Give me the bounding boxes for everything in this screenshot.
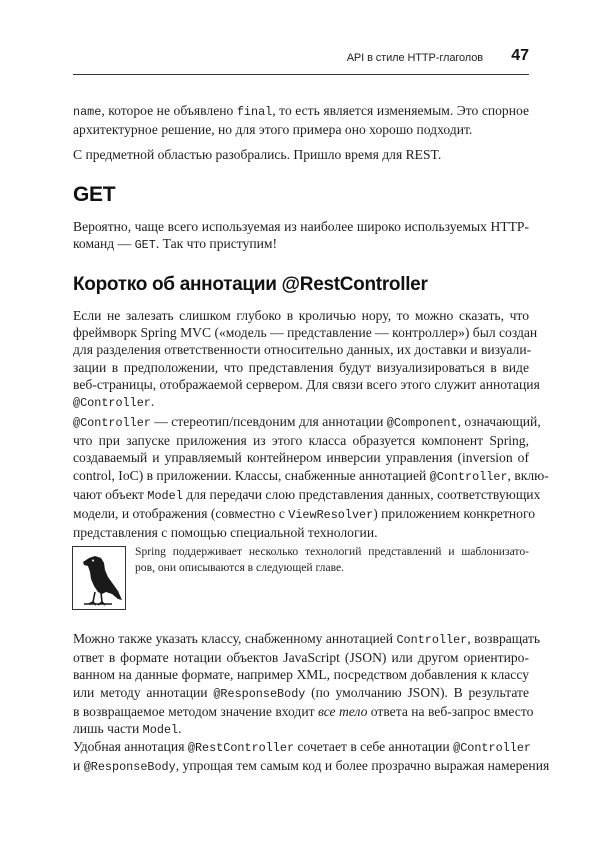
- text-fragment: , то есть является изменяемым. Это спорное: [272, 103, 529, 118]
- code-model: Model: [142, 723, 179, 738]
- text-fragment: , означающий,: [457, 414, 541, 429]
- text-line: [73, 235, 529, 254]
- text-line: архитектурное решение, но для этого примера оно хорошо подходит.: [73, 122, 473, 138]
- paragraph-controller-stereotype: [73, 413, 549, 541]
- code-controller: Controller: [396, 633, 468, 647]
- text-line: ответ в формате нотации объектов JavaScript (JSON) или другом ориентиро-: [73, 650, 529, 666]
- text-fragment: и: [73, 758, 84, 774]
- running-header: [73, 46, 529, 75]
- text-line: ванном на данные формате, например XML, посредством добавления к классу: [73, 667, 529, 683]
- text-line: зации в предположении, что представления будут визуализироваться в виде: [73, 359, 529, 375]
- text-fragment: , которое не объявлено: [101, 103, 237, 118]
- note-line: Spring поддерживает несколько технологий представлений и шаблонизато-: [135, 545, 529, 558]
- paragraph-get-intro: [73, 218, 529, 254]
- code-controller: @Controller: [453, 741, 531, 755]
- paragraph-restcontroller: [73, 738, 550, 776]
- text-line: [73, 630, 541, 649]
- text-fragment: , вклю-: [507, 467, 549, 483]
- text-fragment: Удобная аннотация: [73, 739, 188, 754]
- text-line: [73, 757, 550, 776]
- code-controller: @Controller: [429, 469, 508, 484]
- crow-icon: [72, 546, 126, 610]
- text-fragment: .: [150, 394, 155, 410]
- text-fragment: .: [178, 721, 182, 737]
- code-viewresolver: ViewResolver: [288, 508, 374, 523]
- text-fragment: чают объект: [73, 486, 148, 502]
- paragraph-domain-done: С предметной областью разобрались. Пришло время для REST.: [73, 147, 442, 162]
- code-final: final: [236, 105, 273, 119]
- text-fragment: , возвращать: [467, 631, 541, 646]
- text-fragment: команд —: [73, 236, 135, 252]
- code-get: GET: [134, 238, 156, 253]
- text-line: Вероятно, чаще всего используемая из наиболее широко используемых HTTP-: [73, 219, 529, 234]
- text-fragment: Можно также указать классу, снабженному аннотацией: [73, 631, 397, 646]
- text-fragment: или методу аннотации: [73, 684, 214, 700]
- code-responsebody: @ResponseBody: [213, 686, 306, 701]
- note-line: ров, они описываются в следующей главе.: [135, 561, 345, 574]
- text-fragment: , упрощая тем самым код и более прозрачно выражая намерения: [175, 758, 550, 774]
- code-responsebody: @ResponseBody: [83, 760, 176, 775]
- text-fragment: для передачи слою представления данных, соответствующих: [182, 486, 541, 502]
- code-controller: @Controller: [73, 416, 151, 430]
- text-line: [73, 684, 529, 703]
- text-fragment: (по умолчанию JSON). В результате: [305, 684, 529, 700]
- section-heading-get: GET: [73, 183, 116, 206]
- text-fragment: . Так что приступим!: [155, 236, 278, 252]
- text-line: создаваемый и управляемый контейнером инверсии управления (inversion of: [73, 450, 529, 466]
- text-fragment: лишь части: [73, 721, 143, 737]
- text-line: [73, 102, 529, 121]
- text-fragment: — стереотип/псевдоним для аннотации: [150, 414, 387, 429]
- paragraph-responsebody: [73, 630, 541, 739]
- text-line: что при запуске приложения из этого класса образуется компонент Spring,: [73, 433, 529, 449]
- text-line: веб-страницы, отображаемой сервером. Для связи всего этого служит аннотация: [73, 376, 540, 392]
- text-fragment: модели, и отображения (совместно с: [73, 506, 289, 522]
- code-name: name: [73, 105, 102, 119]
- text-fragment: в возвращаемое методом значение входит: [73, 703, 318, 719]
- text-line: [73, 486, 541, 505]
- section-heading-restcontroller: Коротко об аннотации @RestController: [73, 274, 428, 295]
- chapter-title: API в стиле HTTP-глаголов: [346, 52, 483, 64]
- code-restcontroller: @RestController: [187, 741, 295, 755]
- text-line: представления с помощью специальной технологии.: [73, 525, 378, 541]
- text-line: фреймворк Spring MVC («модель — представление — контроллер») был создан: [73, 325, 538, 341]
- text-line: [73, 738, 529, 757]
- text-fragment: control, IoC) в приложении. Классы, снабженные аннотацией: [73, 467, 430, 483]
- code-controller: @Controller: [73, 396, 151, 411]
- code-model: Model: [147, 488, 183, 503]
- text-line: [73, 703, 534, 720]
- italic-emphasis: все тело: [317, 703, 368, 719]
- paragraph-mutable-field: [73, 102, 529, 138]
- text-line: [73, 505, 536, 524]
- page-number: 47: [511, 47, 529, 64]
- text-line: [73, 467, 549, 486]
- text-fragment: ) приложением конкретного: [373, 506, 536, 522]
- text-line: для разделения ответственности относительно данных, их доставки и визуали-: [73, 342, 532, 358]
- text-fragment: сочетает в себе аннотации: [294, 739, 454, 754]
- code-component: @Component: [386, 416, 458, 430]
- text-line: [73, 413, 541, 432]
- paragraph-spring-mvc: [73, 307, 540, 412]
- text-line: Если не залезать слишком глубоко в кроличью нору, то можно сказать, что: [73, 308, 529, 323]
- text-line: [73, 720, 529, 739]
- tip-note: [135, 544, 529, 576]
- text-line: [73, 393, 529, 412]
- text-fragment: ответа на веб-запрос вместо: [367, 703, 534, 719]
